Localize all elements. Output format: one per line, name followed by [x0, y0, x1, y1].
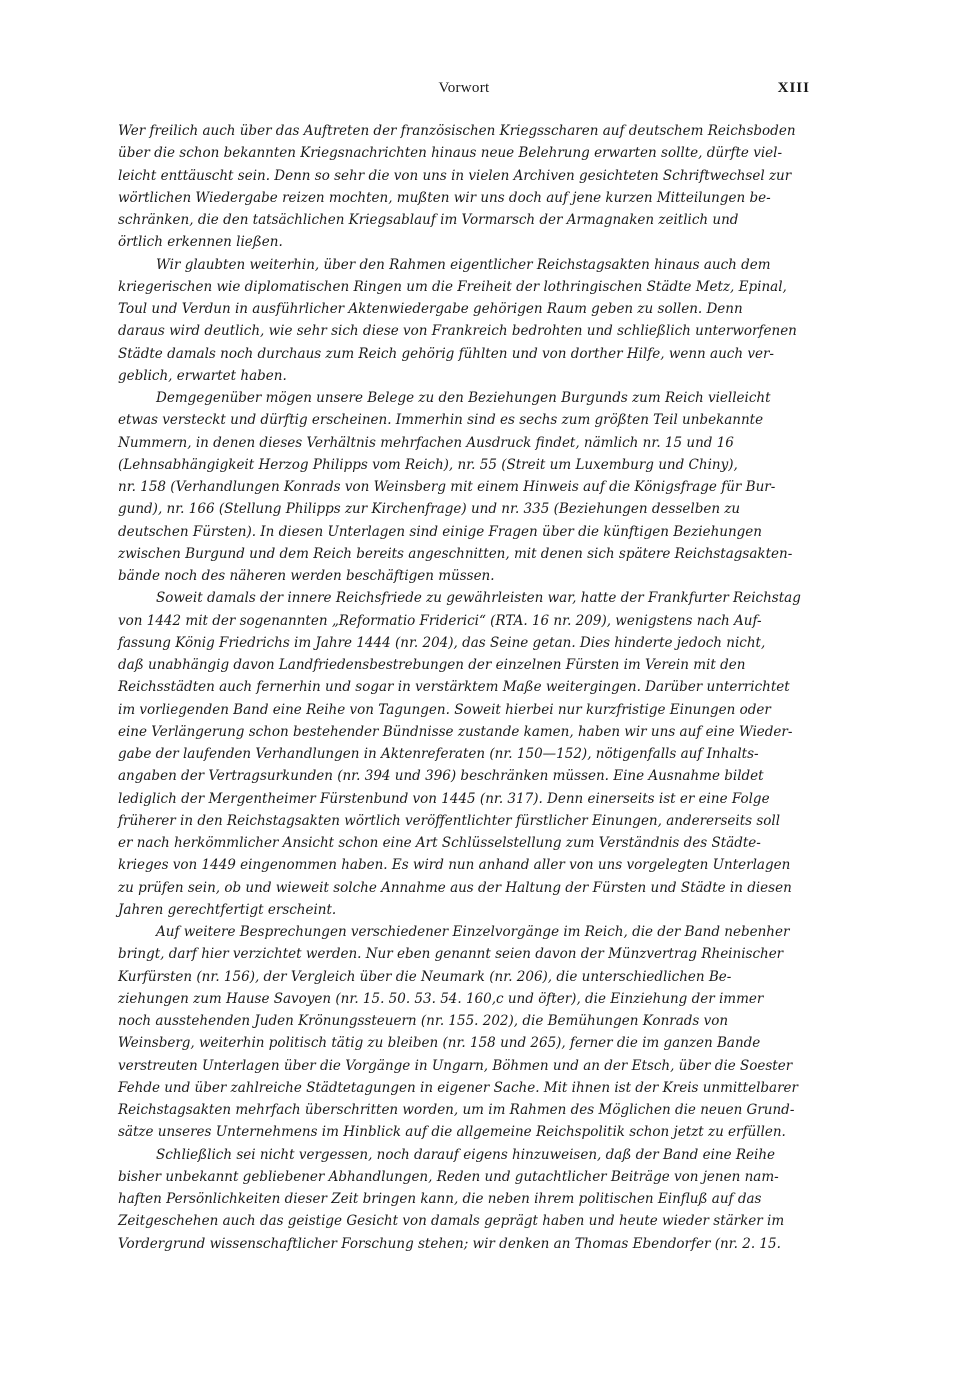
body-text [118, 120, 810, 1255]
text-line: Fehde und über zahlreiche Städtetagungen in eigener Sache. Mit ihnen ist der Kreis unmittelbarer [118, 1079, 798, 1096]
text-line: Kurfürsten (nr. 156), der Vergleich über die Neumark (nr. 206), die unterschiedlichen Be- [118, 968, 732, 985]
text-line: Wir glaubten weiterhin, über den Rahmen eigentlicher Reichstagsakten hinaus auch dem [156, 256, 771, 273]
running-title: Vorwort [438, 80, 490, 96]
text-line: lediglich der Mergentheimer Fürstenbund von 1445 (nr. 317). Denn einerseits ist er eine Folge [118, 790, 770, 807]
text-line: noch ausstehenden Juden Krönungssteuern (nr. 155. 202), die Bemühungen Konrads von [118, 1013, 729, 1029]
text-line: Vordergrund wissenschaftlicher Forschung stehen; wir denken an Thomas Ebendorfer (nr. 2. 15. [118, 1235, 781, 1252]
text-line: krieges von 1449 eingenommen haben. Es wird nun anhand aller von uns vorgelegten Unterlagen [118, 857, 791, 874]
text-line: deutschen Fürsten). In diesen Unterlagen sind einige Fragen über die künftigen Beziehungen [118, 523, 762, 540]
text-line: Demgegenüber mögen unsere Belege zu den Beziehungen Burgunds zum Reich vielleicht [156, 390, 771, 406]
text-line: Reichsstädten auch fernerhin und sogar in verstärktem Maße weitergingen. Darüber unterrichtet [118, 679, 790, 696]
text-line: gabe der laufenden Verhandlungen in Aktenreferaten (nr. 150—152), nötigenfalls auf Inhalts- [118, 746, 759, 762]
text-line: ziehungen zum Hause Savoyen (nr. 15. 50. 53. 54. 160,c und öfter), die Einziehung der immer [118, 990, 764, 1007]
text-line: haften Persönlichkeiten dieser Zeit bringen kann, die neben ihrem politischen Einfluß auf das [118, 1191, 762, 1207]
text-line: Weinsberg, weiterhin politisch tätig zu bleiben (nr. 158 und 265), ferner die im ganzen Bande [118, 1035, 761, 1052]
text-line: fassung König Friedrichs im Jahre 1444 (nr. 204), das Seine getan. Dies hinderte jedoch nicht, [118, 634, 766, 651]
text-line: angaben der Vertragsurkunden (nr. 394 und 396) beschränken müssen. Eine Ausnahme bildet [118, 768, 764, 785]
text-line: Zeitgeschehen auch das geistige Gesicht von damals geprägt haben und heute wieder stärker im [118, 1213, 785, 1230]
text-line: wörtlichen Wiedergabe reizen mochten, mußten wir uns doch auf jene kurzen Mitteilungen be- [118, 189, 771, 206]
text-line: bringt, darf hier verzichtet werden. Nur eben genannt seien davon der Münzvertrag Rheinischer [118, 946, 784, 963]
page-number: XIII [777, 80, 810, 96]
text-line: daraus wird deutlich, wie sehr sich diese von Frankreich bedrohten und schließlich unterworfenen [118, 323, 797, 340]
text-line: geblich, erwartet haben. [118, 367, 287, 384]
text-line: Toul und Verdun in ausführlicher Aktenwiedergabe gehörigen Raum geben zu sollen. Denn [118, 301, 743, 317]
text-line: eine Verlängerung schon bestehender Bündnisse zustande kamen, haben wir uns auf eine Wieder- [118, 723, 793, 740]
text-line: verstreuten Unterlagen über die Vorgänge in Ungarn, Böhmen und an der Etsch, über die Soester [118, 1057, 793, 1074]
text-line: leicht enttäuscht sein. Denn so sehr die von uns in vielen Archiven gesichteten Schriftwechsel zur [118, 167, 792, 184]
text-line: etwas versteckt und dürftig erscheinen. Immerhin sind es sechs zum größten Teil unbekannte [118, 412, 764, 429]
text-line: gund), nr. 166 (Stellung Philipps zur Kirchenfrage) und nr. 335 (Beziehungen desselben zu [118, 501, 741, 518]
text-line: über die schon bekannten Kriegsnachrichten hinaus neue Belehrung erwarten sollte, dürfte viel- [118, 145, 783, 162]
running-head [118, 80, 810, 102]
text-line: Soweit damals der innere Reichsfriede zu gewährleisten war, hatte der Frankfurter Reichstag [156, 590, 801, 607]
text-line: Schließlich sei nicht vergessen, noch darauf eigens hinzuweisen, daß der Band eine Reihe [156, 1146, 776, 1163]
text-line: im vorliegenden Band eine Reihe von Tagungen. Soweit hierbei nur kurzfristige Einungen oder [118, 701, 771, 718]
text-line: er nach herkömmlicher Ansicht schon eine Art Schlüsselstellung zum Verständnis des Städte- [118, 835, 761, 851]
text-line: bisher unbekannt gebliebener Abhandlungen, Reden und gutachtlicher Beiträge von jenen nam- [118, 1168, 779, 1185]
text-line: zwischen Burgund und dem Reich bereits angeschnitten, mit denen sich spätere Reichstagsakten- [118, 545, 793, 562]
text-line: nr. 158 (Verhandlungen Konrads von Weinsberg mit einem Hinweis auf die Königsfrage für Bur- [118, 479, 776, 495]
text-line: bände noch des näheren werden beschäftigen müssen. [118, 568, 495, 584]
text-line: daß unabhängig davon Landfriedensbestrebungen der einzelnen Fürsten im Verein mit den [118, 657, 746, 673]
text-line: sätze unseres Unternehmens im Hinblick auf die allgemeine Reichspolitik schon jetzt zu erfüllen. [118, 1124, 786, 1141]
text-line: örtlich erkennen ließen. [118, 234, 283, 251]
text-line: kriegerischen wie diplomatischen Ringen um die Freiheit der lothringischen Städte Metz, Epinal, [118, 278, 787, 295]
text-line: von 1442 mit der sogenannten „Reformatio Friderici“ (RTA. 16 nr. 209), wenigstens nach Auf- [118, 612, 762, 629]
text-line: (Lehnsabhängigkeit Herzog Philipps vom Reich), nr. 55 (Streit um Luxemburg und Chiny), [118, 456, 738, 473]
text-line: Reichstagsakten mehrfach überschritten worden, um im Rahmen des Möglichen die neuen Grund- [118, 1102, 795, 1118]
text-line: früherer in den Reichstagsakten wörtlich veröffentlichter fürstlicher Einungen, andererseits soll [118, 812, 781, 829]
text-line: zu prüfen sein, ob und wieweit solche Annahme aus der Haltung der Fürsten und Städte in diesen [118, 879, 792, 896]
text-line: Auf weitere Besprechungen verschiedener Einzelvorgänge im Reich, die der Band nebenher [156, 924, 790, 940]
text-line: schränken, die den tatsächlichen Kriegsablauf im Vormarsch der Armagnaken zeitlich und [118, 212, 739, 228]
text-line: Wer freilich auch über das Auftreten der französischen Kriegsscharen auf deutschem Reichsboden [118, 123, 796, 139]
text-line: Nummern, in denen dieses Verhältnis mehrfachen Ausdruck findet, nämlich nr. 15 und 16 [118, 434, 734, 451]
text-line: Jahren gerechtfertigt erscheint. [118, 901, 337, 918]
text-line: Städte damals noch durchaus zum Reich gehörig fühlten und von dorther Hilfe, wenn auch ver- [118, 345, 774, 362]
